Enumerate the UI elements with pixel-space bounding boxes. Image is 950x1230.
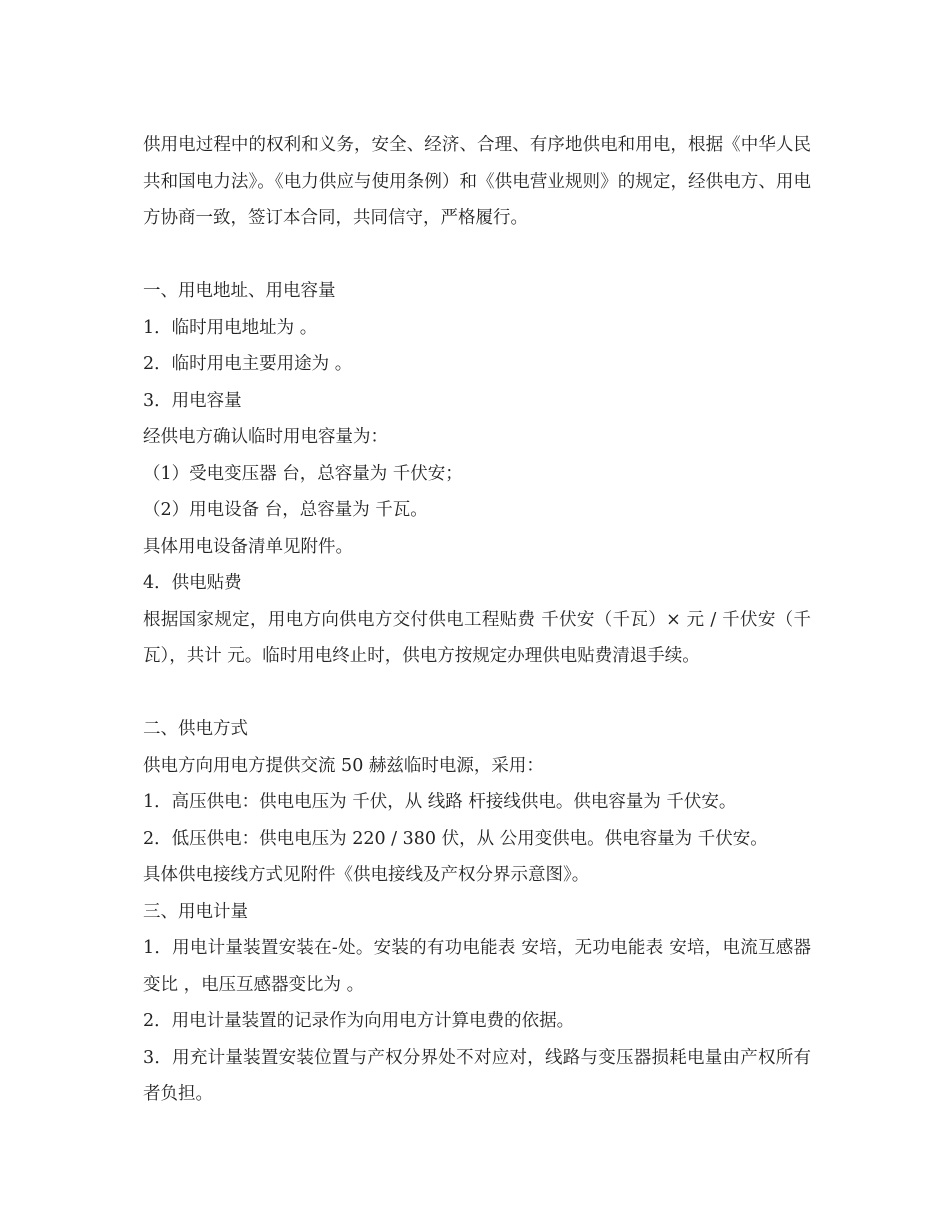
spacer xyxy=(143,675,811,712)
supply-intro-text: 供电方向用电方提供交流 50 赫兹临时电源，采用： xyxy=(143,755,544,776)
clause-1-2: 2．临时用电主要用途为 。 xyxy=(143,354,353,374)
clause-3-2: 2．用电计量装置的记录作为向用电方计算电费的依据。 xyxy=(143,1011,575,1031)
intro-paragraph: 供用电过程中的权利和义务，安全、经济、合理、有序地供电和用电，根据《中华人民共和国电力法》。《电力供应与使用条例）和《供电营业规则》的规定，经供电方、用电方协商一致，签订本合同，共同信守，严格履行。 xyxy=(143,135,811,228)
document-body xyxy=(143,127,811,1113)
clause-3-1: 1．用电计量装置安装在-处。安装的有功电能表 安培，无功电能表 安培，电流互感器变比 ，电压互感器变比为 。 xyxy=(143,938,811,995)
clause-1-1: 1．临时用电地址为 。 xyxy=(143,317,318,338)
clause-2-1: 1．高压供电：供电电压为 千伏，从 线路 杆接线供电。供电容量为 千伏安。 xyxy=(143,792,737,812)
clause-1-3: 3．用电容量 xyxy=(143,390,242,411)
sub-clause-equipment: （2）用电设备 台，总容量为 千瓦。 xyxy=(143,500,428,520)
equipment-list-note: 具体用电设备清单见附件。 xyxy=(143,536,353,557)
spacer xyxy=(143,237,811,274)
fee-paragraph: 根据国家规定，用电方向供电方交付供电工程贴费 千伏安（千瓦）× 元 / 千伏安（千瓦），共计 元。临时用电终止时，供电方按规定办理供电贴费清退手续。 xyxy=(143,609,811,666)
clause-3-3: 3．用充计量装置安装位置与产权分界处不对应对，线路与变压器损耗电量由产权所有者负担。 xyxy=(143,1047,811,1104)
section-heading-2: 二、供电方式 xyxy=(143,719,248,739)
section-heading-3: 三、用电计量 xyxy=(143,901,248,922)
clause-2-2: 2．低压供电：供电电压为 220 / 380 伏，从 公用变供电。供电容量为 千伏安。 xyxy=(143,828,768,849)
wiring-note: 具体供电接线方式见附件《供电接线及产权分界示意图》。 xyxy=(143,865,590,885)
clause-1-4: 4．供电贴费 xyxy=(143,573,242,593)
capacity-confirm-text: 经供电方确认临时用电容量为： xyxy=(143,427,388,447)
section-heading-1: 一、用电地址、用电容量 xyxy=(143,281,336,301)
sub-clause-transformer: （1）受电变压器 台，总容量为 千伏安； xyxy=(143,463,463,484)
